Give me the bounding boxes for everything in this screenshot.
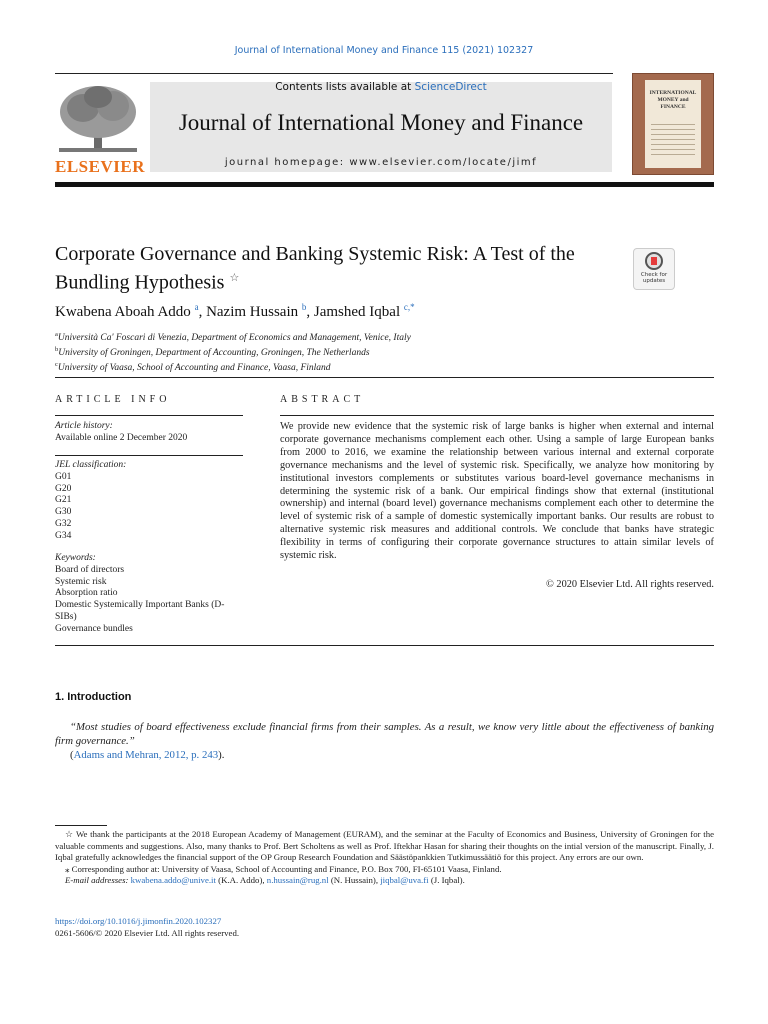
section-divider: [55, 377, 714, 378]
homepage-label: journal homepage:: [224, 157, 350, 168]
author-affil-sup[interactable]: b: [301, 302, 307, 312]
abstract-text: We provide new evidence that the systemic risk of large banks is higher when external and internal corporate governance mechanisms complement each other. Using a sample of large European banks from 2000 to 2016, we examine the relationship between various internal and external corporate governance mechanisms and the level of systemic risk. Specifically, we analyze how monitoring by institutional investors complements or substitutes various board-level governance mechanisms in determining the systemic risk of a bank. Our empirical findings show that external (institutional ownership) and internal (board level) governance mechanisms complement each other to determine the level of systemic risk of a sample of domestic systemically important banks. Our results are robust to alternative systemic risk measures and additional controls. We conclude that banks have strategic flexibility in terms of configuring their corporate governance structures to attain similar levels of systemic risk.: [280, 421, 714, 562]
author-list: Kwabena Aboah Addo $^a$, Nazim Hussain $^b$, Jamshed Iqbal $^{c,*}$: [55, 302, 415, 320]
jel-code: G21: [55, 495, 72, 506]
keyword: Governance bundles: [55, 623, 133, 634]
contents-line: [150, 81, 612, 93]
abstract-heading: ABSTRACT: [280, 394, 365, 405]
affiliation-item: $^c$University of Vaasa, School of Accounting and Finance, Vaasa, Finland: [55, 361, 331, 374]
homepage-url[interactable]: www.elsevier.com/locate/jimf: [349, 157, 538, 168]
history-value: Available online 2 December 2020: [55, 432, 188, 443]
author-affil-sup[interactable]: c,*: [403, 302, 415, 312]
footnote-text: We thank the participants at the 2018 European Academy of Management (EURAM), and the seminar at the Faculty of Economics and Business, University of Groningen for the valuable comments and suggestions. Also, many thanks to Prof. Bert Scholtens as well as Prof. Iftekhar Hasan for sharing their thoughts on the intial version of the manuscript. Finally, J. Iqbal gratefully acknowledges the financial support of the OP Group Research Foundation and Säästöpankkien Tutkimussäätiö for this project. Any errors are our own.: [55, 829, 715, 863]
keyword: Systemic risk: [55, 576, 107, 587]
article-history: [55, 421, 243, 445]
affiliation-item: $^b$University of Groningen, Department of Accounting, Groningen, The Netherlands: [55, 346, 370, 359]
footnote-text: Corresponding author at: University of Vaasa, School of Accounting and Finance, P.O. Box 700, FI-65101 Vaasa, Finland.: [71, 863, 502, 874]
jel-code: G20: [55, 483, 72, 494]
title-footnote-marker[interactable]: ☆: [229, 272, 240, 284]
keywords-label: Keywords:: [55, 553, 96, 563]
bookmark-icon: [645, 252, 663, 270]
journal-citation[interactable]: Journal of International Money and Finance 115 (2021) 102327: [234, 45, 534, 56]
keyword: Board of directors: [55, 564, 125, 575]
journal-cover-image: [632, 73, 714, 175]
email-owner: (N. Hussain),: [330, 875, 379, 886]
email-link[interactable]: n.hussain@rug.nl: [266, 875, 329, 886]
journal-homepage: [150, 157, 612, 168]
footnote-rule: [55, 825, 107, 826]
keywords: [55, 553, 243, 636]
keyword: Domestic Systemically Important Banks (D-SIBs): [55, 600, 225, 622]
history-label: Article history:: [55, 421, 113, 431]
section-heading: 1. Introduction: [55, 691, 132, 703]
email-link[interactable]: jiqbal@uva.fi: [380, 875, 429, 886]
affiliation-item: $^a$Università Ca' Foscari di Venezia, Department of Economics and Management, Venice, Italy: [55, 331, 411, 344]
info-divider: [55, 415, 243, 416]
reference-link[interactable]: Adams and Mehran, 2012, p. 243: [73, 749, 219, 761]
jel-label: JEL classification:: [55, 460, 127, 470]
author-name[interactable]: Jamshed Iqbal: [313, 304, 401, 320]
jel-code: G34: [55, 530, 72, 541]
epigraph-quote: “Most studies of board effectiveness exclude financial firms from their samples. As a result, we know very little about the effectiveness of banking firm governance.”: [55, 721, 714, 747]
author-name[interactable]: Nazim Hussain: [206, 304, 299, 320]
email-owner: (K.A. Addo),: [218, 875, 265, 886]
section-divider: [55, 645, 714, 646]
author-name[interactable]: Kwabena Aboah Addo: [55, 304, 191, 320]
email-label: E-mail addresses:: [65, 875, 129, 886]
sciencedirect-link[interactable]: ScienceDirect: [414, 81, 487, 93]
issn-copyright: 0261-5606/© 2020 Elsevier Ltd. All rights reserved.: [55, 928, 240, 938]
jel-classification: [55, 460, 243, 543]
cover-title: INTERNATIONAL MONEY and FINANCE: [649, 90, 697, 110]
author-affil-sup[interactable]: a: [194, 302, 199, 312]
header-divider: [55, 73, 613, 74]
header-thick-rule: [55, 182, 714, 187]
elsevier-wordmark: ELSEVIER: [55, 157, 145, 176]
jel-code: G01: [55, 471, 72, 482]
corresponding-author-footnote: [55, 864, 714, 876]
jel-code: G32: [55, 518, 72, 529]
email-link[interactable]: kwabena.addo@unive.it: [130, 875, 216, 886]
jel-code: G30: [55, 507, 72, 518]
footnotes: [55, 829, 714, 887]
info-divider: [55, 455, 243, 456]
article-info-heading: ARTICLE INFO: [55, 394, 171, 405]
footnote-marker: ☆: [65, 829, 74, 839]
footnote-marker: ⁎: [65, 863, 70, 874]
doi-link[interactable]: https://doi.org/10.1016/j.jimonfin.2020.102327: [55, 916, 222, 926]
abstract-divider: [280, 415, 714, 416]
email-owner: (J. Iqbal).: [430, 875, 465, 886]
keyword: Absorption ratio: [55, 588, 118, 599]
affiliation-list: [55, 329, 695, 374]
email-footnote: [55, 875, 714, 887]
contents-prefix: Contents lists available at: [275, 81, 415, 93]
journal-name: Journal of International Money and Finance: [178, 110, 584, 135]
epigraph-reference: (Adams and Mehran, 2012, p. 243).: [70, 749, 225, 761]
acknowledgement-footnote: [55, 829, 714, 864]
abstract-copyright: © 2020 Elsevier Ltd. All rights reserved.: [546, 579, 714, 590]
article-title: [55, 242, 625, 295]
article-title-text: Corporate Governance and Banking Systemic Risk: A Test of the Bundling Hypothesis: [55, 243, 575, 294]
badge-label: Check for updates: [640, 272, 668, 284]
check-for-updates-badge[interactable]: [633, 248, 675, 290]
